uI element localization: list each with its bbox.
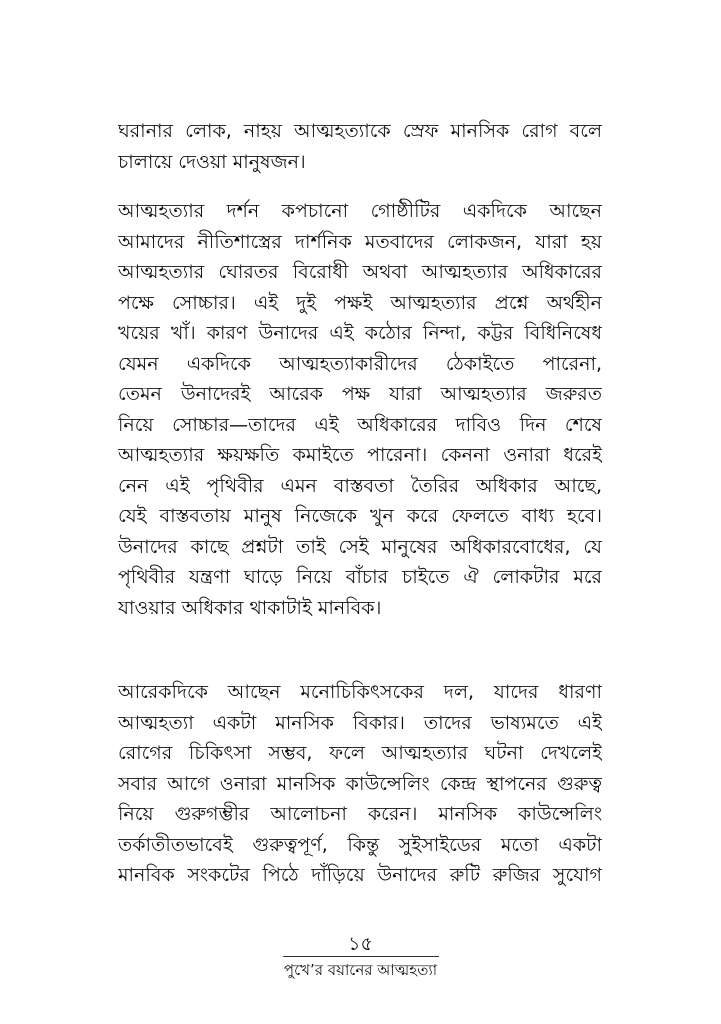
text-line: যাওয়ার অধিকার থাকাটাই মানবিক। bbox=[118, 596, 382, 619]
text-line: তেমন উনাদেরই আরেক পক্ষ যারা আত্মহত্যার জরুরত bbox=[118, 383, 602, 405]
text-line: মানবিক সংকটের পিঠে দাঁড়িয়ে উনাদের রুটি রুজির সুযোগ bbox=[118, 864, 602, 886]
text-line: নিয়ে সোচ্চার—তাদের এই অধিকারের দাবিও দিন শেষে bbox=[118, 413, 602, 436]
text-line: আত্মহত্যার দর্শন কপচানো গোষ্ঠীটির একদিকে আছেন bbox=[118, 200, 602, 222]
text-line: তর্কাতীতভাবেই গুরুত্বপূর্ণ, কিন্তু সুইসাইডের মতো একটা bbox=[118, 833, 602, 856]
text-line: উনাদের কাছে প্রশ্নটা তাই সেই মানুষের অধিকারবোধের, যে bbox=[118, 535, 602, 558]
text-line: খয়ের খাঁ। কারণ উনাদের এই কঠোর নিন্দা, কট্টর বিধিনিষেধ bbox=[118, 322, 602, 344]
text-line: আমাদের নীতিশাস্ত্রের দার্শনিক মতবাদের লোকজন, যারা হয় bbox=[118, 230, 602, 253]
text-line: রোগের চিকিৎসা সম্ভব, ফলে আত্মহত্যার ঘটনা দেখলেই bbox=[118, 742, 602, 764]
text-line: ঘরানার লোক, নাহয় আত্মহত্যাকে স্রেফ মানসিক রোগ বলে bbox=[118, 120, 602, 142]
text-line: আত্মহত্যার ক্ষয়ক্ষতি কমাইতে পারেনা। কেননা ওনারা ধরেই bbox=[118, 444, 602, 466]
text-line: যেমন একদিকে আত্মহত্যাকারীদের ঠেকাইতে পারেনা, bbox=[118, 352, 602, 375]
text-line: আরেকদিকে আছেন মনোচিকিৎসকের দল, যাদের ধারণা bbox=[118, 681, 602, 703]
text-line: সবার আগে ওনারা মানসিক কাউন্সেলিং কেন্দ্র স্থাপনের গুরুত্ব bbox=[118, 772, 602, 795]
text-line: চালায়ে দেওয়া মানুষজন। bbox=[118, 150, 306, 173]
paragraph-1 bbox=[118, 116, 602, 177]
footer-divider bbox=[283, 956, 439, 957]
page-number: ১৫ bbox=[348, 933, 373, 955]
text-line: যেই বাস্তবতায় মানুষ নিজেকে খুন করে ফেলতে বাধ্য হবে। bbox=[118, 505, 602, 527]
text-line: নেন এই পৃথিবীর এমন বাস্তবতা তৈরির অধিকার আছে, bbox=[118, 474, 602, 497]
text-line: নিয়ে গুরুগম্ভীর আলোচনা করেন। মানসিক কাউন্সেলিং bbox=[118, 803, 602, 825]
text-line: পৃথিবীর যন্ত্রণা ঘাড়ে নিয়ে বাঁচার চাইতে ঐ লোকটার মরে bbox=[118, 566, 602, 588]
text-line: আত্মহত্যার ঘোরতর বিরোধী অথবা আত্মহত্যার অধিকারের bbox=[118, 261, 602, 283]
paragraph-3 bbox=[118, 677, 602, 891]
text-line: পক্ষে সোচ্চার। এই দুই পক্ষই আত্মহত্যার প্রশ্নে অর্থহীন bbox=[118, 291, 602, 314]
paragraph-2 bbox=[118, 196, 602, 623]
running-footer-title: পুখে’র বয়ানের আত্মহত্যা bbox=[283, 961, 438, 979]
text-line: আত্মহত্যা একটা মানসিক বিকার। তাদের ভাষ্যমতে এই bbox=[118, 711, 602, 734]
